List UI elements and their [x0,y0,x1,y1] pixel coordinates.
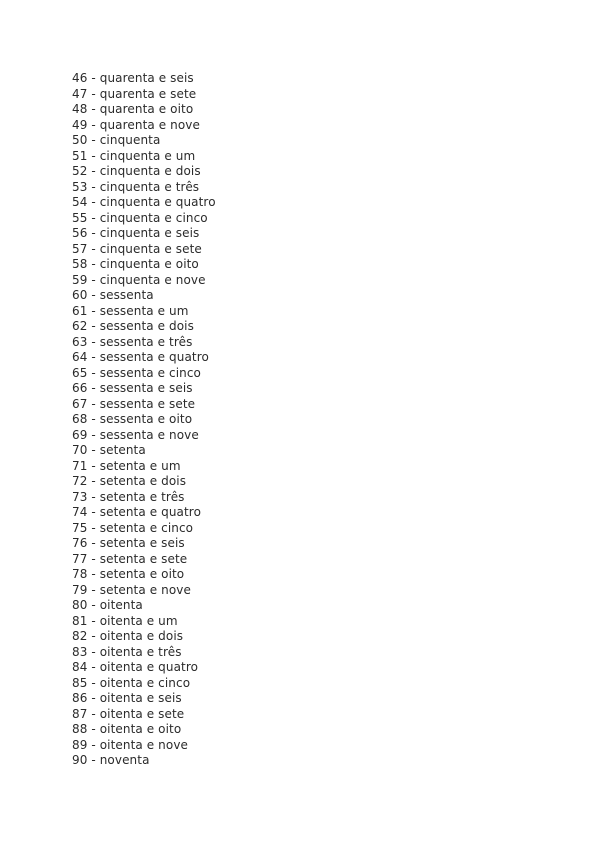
list-item: 47 - quarenta e sete [72,86,197,101]
list-item: 78 - setenta e oito [72,567,185,581]
list-item: 90 - noventa [72,753,150,767]
list-item: 76 - setenta e seis [72,536,185,550]
list-item: 46 - quarenta e seis [72,71,194,85]
list-item: 50 - cinquenta [72,133,161,147]
list-item: 64 - sessenta e quatro [72,350,209,364]
list-item: 66 - sessenta e seis [72,381,193,395]
list-item: 58 - cinquenta e oito [72,257,199,271]
list-item: 82 - oitenta e dois [72,629,184,643]
list-item: 48 - quarenta e oito [72,102,194,116]
list-item: 72 - setenta e dois [72,474,187,488]
list-item: 74 - setenta e quatro [72,505,202,519]
list-item: 71 - setenta e um [72,458,181,473]
list-item: 65 - sessenta e cinco [72,365,202,380]
list-item: 79 - setenta e nove [72,582,191,597]
list-item: 67 - sessenta e sete [72,396,196,411]
list-item: 52 - cinquenta e dois [72,164,201,178]
list-item: 81 - oitenta e um [72,613,178,628]
list-item: 85 - oitenta e cinco [72,675,191,690]
list-item: 61 - sessenta e um [72,303,189,318]
list-item: 53 - cinquenta e três [72,179,200,194]
list-item: 54 - cinquenta e quatro [72,195,216,209]
number-words-list [72,71,216,769]
list-item: 51 - cinquenta e um [72,148,196,163]
list-item: 60 - sessenta [72,288,154,302]
list-item: 56 - cinquenta e seis [72,226,200,240]
list-item: 88 - oitenta e oito [72,722,182,736]
list-item: 73 - setenta e três [72,489,185,504]
list-item: 87 - oitenta e sete [72,706,185,721]
list-item: 86 - oitenta e seis [72,691,182,705]
list-item: 77 - setenta e sete [72,551,188,566]
list-item: 62 - sessenta e dois [72,319,194,333]
list-item: 49 - quarenta e nove [72,117,200,132]
list-item: 84 - oitenta e quatro [72,660,199,674]
list-item: 69 - sessenta e nove [72,427,199,442]
list-item: 63 - sessenta e três [72,334,193,349]
list-item: 70 - setenta [72,443,146,457]
list-item: 68 - sessenta e oito [72,412,193,426]
list-item: 83 - oitenta e três [72,644,182,659]
list-item: 80 - oitenta [72,598,143,612]
list-item: 89 - oitenta e nove [72,737,188,752]
list-item: 57 - cinquenta e sete [72,241,202,256]
list-item: 59 - cinquenta e nove [72,272,206,287]
list-item: 55 - cinquenta e cinco [72,210,208,225]
list-item: 75 - setenta e cinco [72,520,194,535]
